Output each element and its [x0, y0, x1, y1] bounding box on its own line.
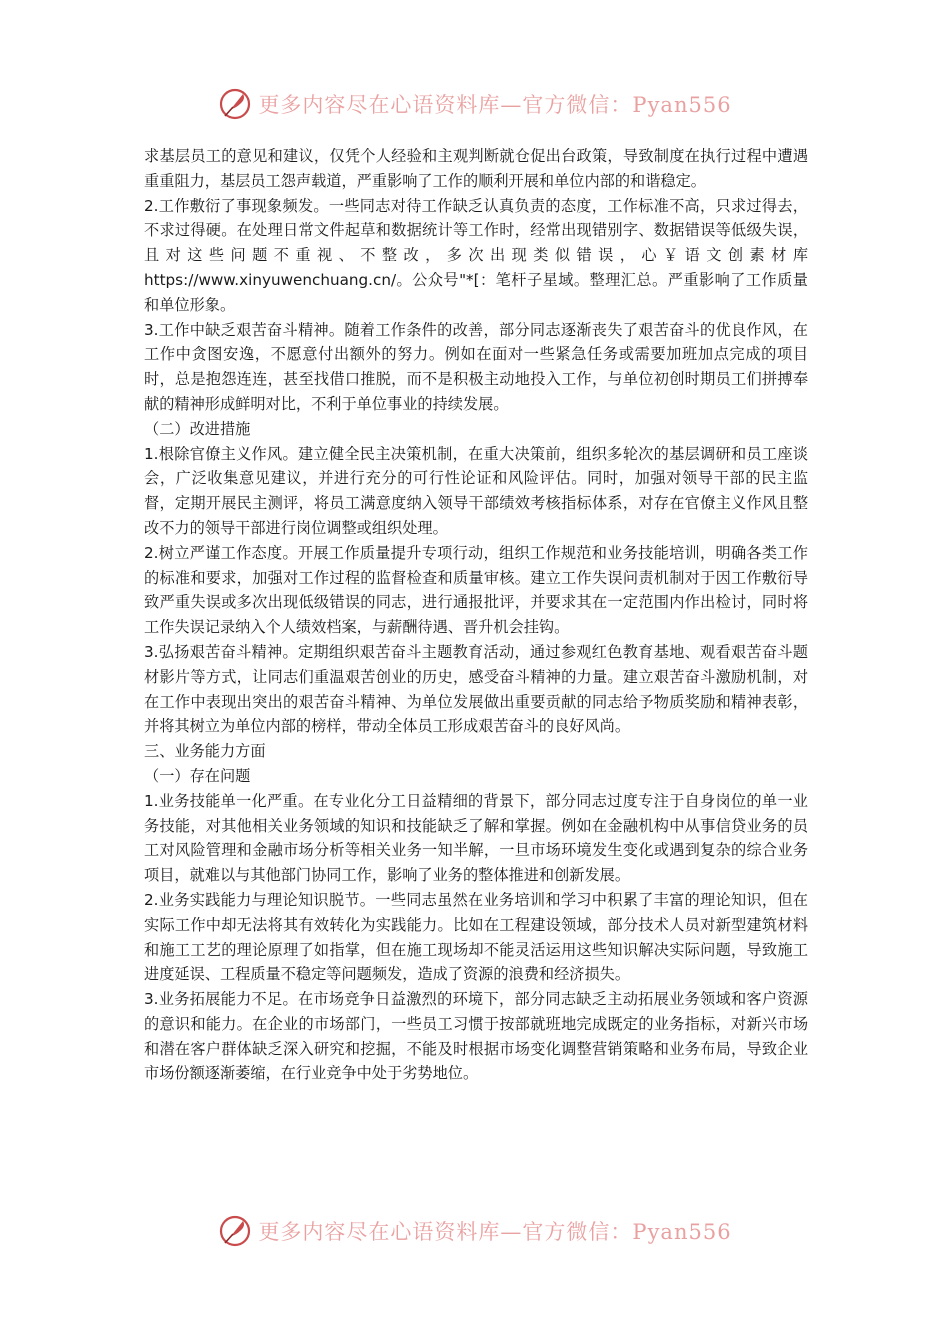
paragraph: 3.弘扬艰苦奋斗精神。定期组织艰苦奋斗主题教育活动，通过参观红色教育基地、观看艰苦奋斗题材影片等方式，让同志们重温艰苦创业的历史，感受奋斗精神的力量。建立艰苦奋斗激励机制，对在工作中表现出突出的艰苦奋斗精神、为单位发展做出重要贡献的同志给予物质奖励和精神表彰，并将其树立为单位内部的榜样，带动全体员工形成艰苦奋斗的良好风尚。	[144, 642, 808, 736]
paragraph: 3.业务拓展能力不足。在市场竞争日益激烈的环境下，部分同志缺乏主动拓展业务领域和客户资源的意识和能力。在企业的市场部门，一些员工习惯于按部就班地完成既定的业务指标，对新兴市场和潜在客户群体缺乏深入研究和挖掘，不能及时根据市场变化调整营销策略和业务布局，导致企业市场份额逐渐萎缩，在行业竞争中处于劣势地位。	[144, 990, 808, 1083]
header-banner-text: 更多内容尽在心语资料库—官方微信：Pyan556	[258, 93, 732, 117]
document-body	[144, 144, 808, 1086]
paragraph: 1.业务技能单一化严重。在专业化分工日益精细的背景下，部分同志过度专注于自身岗位的单一业务技能，对其他相关业务领域的知识和技能缺乏了解和掌握。例如在金融机构中从事信贷业务的员工对风险管理和金融市场分析等相关业务一知半解，一旦市场环境发生变化或遇到复杂的综合业务项目，就难以与其他部门协同工作，影响了业务的整体推进和创新发展。	[144, 791, 808, 885]
paragraph: 求基层员工的意见和建议，仅凭个人经验和主观判断就仓促出台政策，导致制度在执行过程中遭遇重重阻力，基层员工怨声载道，严重影响了工作的顺利开展和单位内部的和谐稳定。	[144, 147, 808, 190]
feather-pen-logo-icon	[218, 1214, 252, 1248]
feather-pen-logo-icon	[218, 87, 252, 121]
section-subheading: （二）改进措施	[144, 419, 251, 438]
section-subheading: （一）存在问题	[144, 766, 251, 785]
header-banner	[0, 84, 950, 124]
footer-banner	[0, 1211, 950, 1251]
paragraph: 2.工作敷衍了事现象频发。一些同志对待工作缺乏认真负责的态度，工作标准不高，只求过得去，不求过得硬。在处理日常文件起草和数据统计等工作时，经常出现错别字、数据错误等低级失误，且对这些问题不重视、不整改，多次出现类似错误，心￥语文创素材库https://www.xinyuwenchuang.cn/。公众号"*[：笔杆子星域。整理汇总。严重影响了工作质量和单位形象。	[144, 196, 808, 314]
footer-banner-text: 更多内容尽在心语资料库—官方微信：Pyan556	[258, 1220, 732, 1244]
paragraph: 2.树立严谨工作态度。开展工作质量提升专项行动，组织工作规范和业务技能培训，明确各类工作的标准和要求，加强对工作过程的监督检查和质量审核。建立工作失误问责机制对于因工作敷衍导致严重失误或多次出现低级错误的同志，进行通报批评，并要求其在一定范围内作出检讨，同时将工作失误记录纳入个人绩效档案，与薪酬待遇、晋升机会挂钩。	[144, 543, 808, 637]
section-heading: 三、业务能力方面	[144, 742, 266, 761]
paragraph: 1.根除官僚主义作风。建立健全民主决策机制，在重大决策前，组织多轮次的基层调研和员工座谈会，广泛收集意见建议，并进行充分的可行性论证和风险评估。同时，加强对领导干部的民主监督，定期开展民主测评，将员工满意度纳入领导干部绩效考核指标体系，对存在官僚主义作风且整改不力的领导干部进行岗位调整或组织处理。	[144, 444, 808, 537]
paragraph: 2.业务实践能力与理论知识脱节。一些同志虽然在业务培训和学习中积累了丰富的理论知识，但在实际工作中却无法将其有效转化为实践能力。比如在工程建设领域，部分技术人员对新型建筑材料和施工工艺的理论原理了如指掌，但在施工现场却不能灵活运用这些知识解决实际问题，导致施工进度延误、工程质量不稳定等问题频发，造成了资源的浪费和经济损失。	[144, 890, 808, 984]
paragraph: 3.工作中缺乏艰苦奋斗精神。随着工作条件的改善，部分同志逐渐丧失了艰苦奋斗的优良作风，在工作中贪图安逸，不愿意付出额外的努力。例如在面对一些紧急任务或需要加班加点完成的项目时，总是抱怨连连，甚至找借口推脱，而不是积极主动地投入工作，与单位初创时期员工们拼搏奉献的精神形成鲜明对比，不利于单位事业的持续发展。	[144, 320, 808, 413]
